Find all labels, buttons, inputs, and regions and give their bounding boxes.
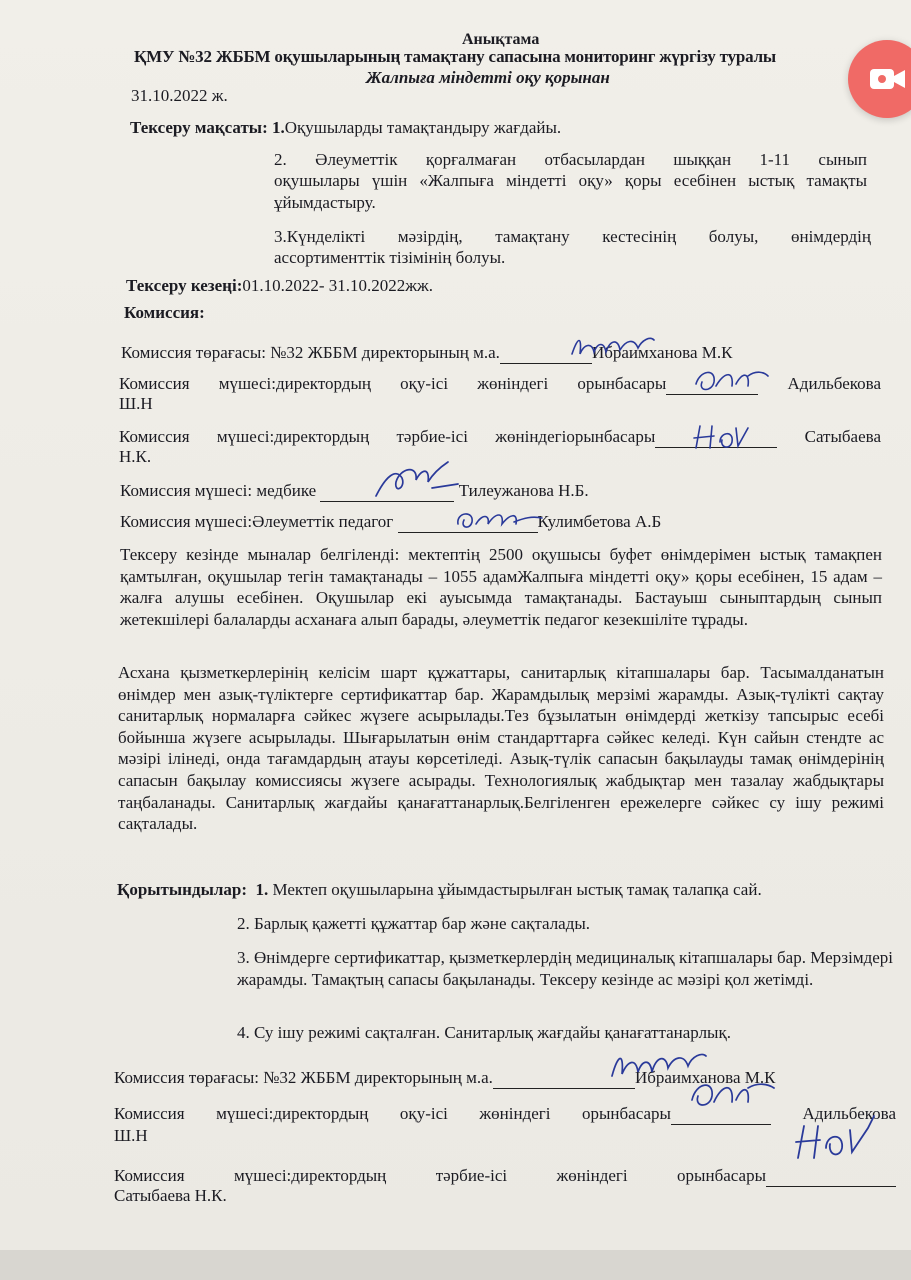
conclusions-item-2: 2. Барлық қажетті құжаттар бар және сақталады. [237, 914, 591, 933]
document-date: 31.10.2022 ж. [131, 86, 228, 105]
conclusions-item-1-number: 1. [255, 880, 269, 899]
signature-member-1-name: Адильбекова [802, 1104, 896, 1123]
commission-member-2-name-cont: Н.К. [119, 447, 152, 466]
period-line [126, 276, 433, 296]
signature-member-2 [114, 1166, 896, 1187]
commission-member-2-role: Комиссия мүшесі:директордың тәрбие-ісі жөніндегіорынбасары [119, 427, 656, 446]
commission-heading: Комиссия: [124, 303, 205, 322]
purpose-item-3-line-2: ассортименттік тізімінің болуы. [274, 248, 506, 267]
handwritten-signature-member-1 [690, 364, 770, 398]
commission-member-1-name: Адильбекова [787, 374, 881, 393]
document-subtitle-fund: Жалпыға міндетті оқу қорынан [366, 68, 610, 87]
conclusions-item-1: Мектеп оқушыларына ұйымдастырылған ыстық тамақ талапқа сай. [272, 880, 762, 899]
purpose-line [130, 118, 561, 138]
commission-chair-role: Комиссия төрағасы: №32 ЖББМ директорының м.а. [121, 343, 500, 362]
commission-member-1-role: Комиссия мүшесі:директордың оқу-ісі жөніндегі орынбасары [119, 374, 667, 393]
findings-paragraph-1: Тексеру кезінде мыналар белгіленді: мектептің 2500 оқушысы буфет өнімдерімен ыстық тамақпен қамтылған, оқушылар тегін тамақтанады – 1055 адамЖалпыға міндетті оқу» қоры есебінен, 15 адам – жалға алушы есебінен. Оқушылар екі ауысымда тамақтанады. Бастауыш сыныптардың сынып жетекшілері балаларды асханаға алып барады, әлеуметтік педагог кезекшіліте тұрады. [120, 545, 882, 629]
handwritten-signature-final-member-1 [684, 1074, 776, 1114]
purpose-item-2-line-2: оқушылары үшін «Жалпыға міндетті оқу» қоры есебінен ыстық тамақты [274, 171, 867, 190]
document-title: Анықтама [462, 31, 540, 48]
signature-chair-role: Комиссия төрағасы: №32 ЖББМ директорының м.а. [114, 1068, 493, 1087]
purpose-item-3-line-1: 3.Күнделікті мәзірдің, тамақтану кестесінің болуы, өнімдердің [274, 227, 871, 246]
commission-member-4-role: Комиссия мүшесі:Әлеуметтік педагог [120, 512, 394, 531]
signature-member-1 [114, 1104, 896, 1125]
conclusions-item-4: 4. Су ішу режимі сақталған. Санитарлық жағдайы қанағаттанарлық. [237, 1023, 731, 1042]
conclusions-item-3: 3. Өнімдерге сертификаттар, қызметкерлердің медициналық кітапшалары бар. Мерзімдері жарамды. Тамақтың сапасы бақыланады. Тексеру кезінде ас мәзірі қол жетімді. [237, 948, 893, 989]
page-bottom-edge [0, 1250, 911, 1280]
purpose-item-2-line-3: ұйымдастыру. [274, 193, 376, 212]
period-label: Тексеру кезеңі: [126, 276, 243, 295]
handwritten-signature-member-3 [372, 458, 462, 502]
commission-member-2-name: Сатыбаева [804, 427, 881, 446]
commission-chair-name: Ибраимханова М.К [591, 343, 733, 362]
handwritten-signature-member-4 [452, 506, 544, 534]
handwritten-signature-final-member-2 [790, 1112, 886, 1164]
signature-chair-name: Ибраимханова М.К [634, 1068, 776, 1087]
findings-paragraph-2: Асхана қызметкерлерінің келісім шарт құжаттары, санитарлық кітапшалары бар. Тасымалданатын өнімдер мен азық-түліктерге сертификаттар бар. Жарамдылық мерзімі жарамды. Азық-түлікті сақтау санитарлық нормаларға сәйкес жүзеге асырылады.Тез бұзылатын өнімдерді жеткізу тапсырыс есебі бойынша жүзеге асырылады. Шығарылатын өнім стандарттарға сәйкес келеді. Күн сайын стендте ас мәзірі ілінеді, онда тағамдардың атауы көрсетіледі. Азық-түлік сапасын бақылауды тамақ өнімдерінің сапасын бақылау комиссиясы жүзеге асырады. Технологиялық жабдықтар мен тазалау жабдықтары таңбаланады. Санитарлық жағдайы қанағаттанарлық.Белгіленген ережелерге сәйкес су ішу режимі сақталады. [118, 663, 884, 834]
commission-member-3-name: Тилеужанова Н.Б. [458, 481, 589, 500]
commission-member-4-name: Кулимбетова А.Б [537, 512, 662, 531]
purpose-item-2-line-1: 2. Әлеуметтік қорғалмаған отбасылардан шыққан 1-11 сынып [274, 150, 867, 169]
signature-member-2-role: Комиссия мүшесі:директордың тәрбие-ісі жөніндегі орынбасары [114, 1166, 766, 1185]
handwritten-signature-member-2 [690, 420, 750, 454]
conclusions-label: Қорытындылар: [117, 880, 247, 899]
commission-member-4 [120, 512, 661, 533]
period-value: 01.10.2022- 31.10.2022жж. [242, 276, 434, 295]
signature-member-2-name: Сатыбаева Н.К. [114, 1186, 227, 1205]
handwritten-signature-chair [568, 332, 658, 364]
video-record-icon [868, 64, 908, 94]
signature-member-1-role: Комиссия мүшесі:директордың оқу-ісі жөніндегі орынбасары [114, 1104, 671, 1123]
signature-member-1-name-cont: Ш.Н [114, 1126, 148, 1145]
purpose-label: Тексеру мақсаты: 1. [130, 118, 285, 137]
commission-member-3-role: Комиссия мүшесі: медбике [120, 481, 317, 500]
purpose-item-1: Оқушыларды тамақтандыру жағдайы. [284, 118, 562, 137]
document-subtitle: ҚМУ №32 ЖББМ оқушыларының тамақтану сапасына мониторинг жүргізу туралы [134, 47, 776, 66]
commission-member-3 [120, 481, 589, 502]
commission-member-2 [119, 427, 881, 448]
conclusions-line [117, 880, 762, 900]
commission-member-1-name-cont: Ш.Н [119, 394, 153, 413]
signature-line [766, 1166, 896, 1187]
